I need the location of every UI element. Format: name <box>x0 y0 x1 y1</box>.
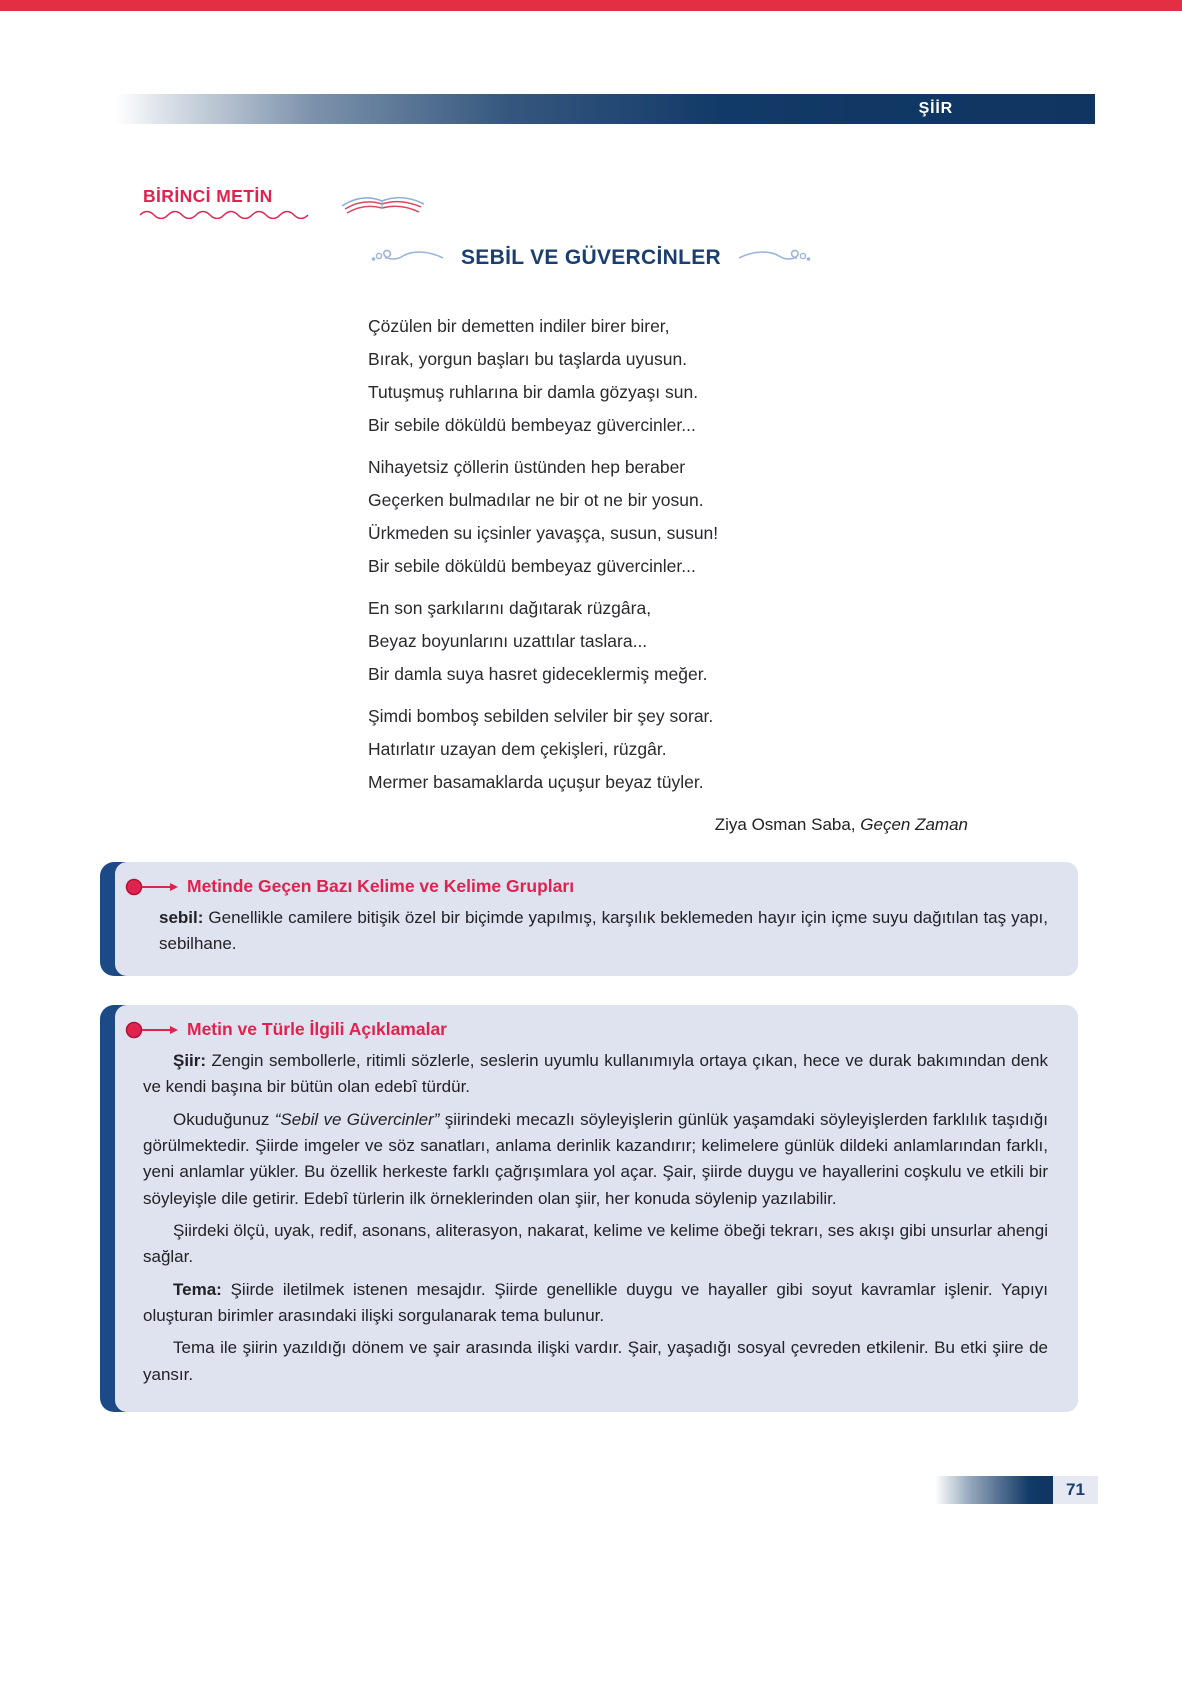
vocabulary-box-heading: Metinde Geçen Bazı Kelime ve Kelime Grupları <box>187 876 575 896</box>
paragraph-text: Şiirde iletilmek istenen mesajdır. Şiirde genellikle duygu ve hayaller gibi soyut kavramlar işlenir. Yapıyı oluşturan birimler arasındaki ilişki sorgulanarak tema bulunur. <box>143 1279 1048 1326</box>
explanation-box <box>100 1005 1078 1412</box>
paragraph-lead: Şiir: <box>173 1051 207 1070</box>
term: sebil: <box>159 908 204 927</box>
section-label-wrap <box>143 186 311 219</box>
poem-line: Bir sebile döküldü bembeyaz güvercinler... <box>368 415 696 435</box>
paragraph <box>143 1277 1048 1330</box>
paragraph <box>143 1048 1048 1101</box>
poem-attribution <box>368 808 968 841</box>
definition-text: Genellikle camilere bitişik özel bir biçimde yapılmış, karşılık beklemeden hayır için içme suyu dağıtılan taş yapı, sebilhane. <box>159 908 1048 954</box>
poem-line: Şimdi bomboş sebilden selviler bir şey sorar. <box>368 706 714 726</box>
poem-line: En son şarkılarını dağıtarak rüzgâra, <box>368 598 652 618</box>
quoted-title: “Sebil ve Güvercinler” <box>274 1109 440 1129</box>
poem-line: Bir sebile döküldü bembeyaz güvercinler... <box>368 556 696 576</box>
paragraph-lead: Tema: <box>173 1279 222 1299</box>
flourish-left-icon <box>371 247 445 269</box>
poem-title-row <box>0 246 1182 270</box>
poem-line: Çözülen bir demetten indiler birer birer, <box>368 316 670 336</box>
paragraph <box>143 1218 1048 1271</box>
author-name: Ziya Osman Saba, <box>714 815 861 834</box>
chapter-title: ŞİİR <box>918 100 953 117</box>
box-heading-row <box>125 1019 1048 1040</box>
paragraph-text: Şiirdeki ölçü, uyak, redif, asonans, aliterasyon, nakarat, kelime ve kelime öbeği tekrarı, ses akışı gibi unsurlar ahengi sağlar. <box>143 1221 1048 1267</box>
footer-gradient-bar <box>935 1476 1053 1504</box>
poem-line: Ürkmeden su içsinler yavaşça, susun, susun! <box>368 523 719 543</box>
paragraph-text: Okuduğunuz <box>173 1109 275 1129</box>
open-book-icon <box>337 186 429 218</box>
bullet-arrow-icon <box>125 1020 179 1040</box>
paragraph <box>143 1335 1048 1388</box>
explanation-box-heading: Metin ve Türle İlgili Açıklamalar <box>187 1019 447 1039</box>
section-label: BİRİNCİ METİN <box>143 186 273 206</box>
stanza <box>368 310 968 442</box>
paragraph-text: Tema ile şiirin yazıldığı dönem ve şair arasında ilişki vardır. Şair, yaşadığı sosyal çevreden etkilenir. Bu etki şiire de yansır. <box>143 1338 1048 1384</box>
stanza <box>368 451 968 583</box>
chapter-header-bar <box>115 94 1095 124</box>
top-red-strip <box>0 0 1182 11</box>
flourish-right-icon <box>737 247 811 269</box>
work-title: Geçen Zaman <box>860 815 968 834</box>
page-footer <box>935 1476 1098 1504</box>
vocabulary-box-inner <box>115 862 1078 976</box>
poem-line: Mermer basamaklarda uçuşur beyaz tüyler. <box>368 772 704 792</box>
stanza <box>368 700 968 799</box>
stanza <box>368 592 968 691</box>
poem-title: SEBİL VE GÜVERCİNLER <box>461 246 721 269</box>
poem-line: Bir damla suya hasret gideceklermiş meğer. <box>368 664 708 684</box>
bullet-arrow-icon <box>125 877 179 897</box>
poem-body <box>368 310 968 841</box>
box-heading-row <box>125 876 1048 897</box>
poem-line: Beyaz boyunlarını uzattılar taslara... <box>368 631 648 651</box>
poem-line: Hatırlatır uzayan dem çekişleri, rüzgâr. <box>368 739 667 759</box>
vocabulary-box <box>100 862 1078 976</box>
wavy-underline <box>139 210 311 219</box>
paragraph-text: şiirindeki mecazlı söyleyişlerin günlük yaşamdaki söyleyişlerden farklılık taşıdığı görülmektedir. Şiirde imgeler ve söz sanatları, anlama derinlik kazandırır; kelimelere günlük dildeki anlamlarından farklı, yeni anlamlar yükler. Bu özellik herkeste farklı çağrışımlara yol açar. Şair, şiirde duygu ve hayallerini coşkulu ve etkili bir söyleyişle dile getirir. Edebî türlerin ilk örneklerinden olan şiir, her konuda söylenip yazılabilir. <box>143 1109 1048 1208</box>
definition-paragraph <box>159 905 1048 958</box>
page-number: 71 <box>1053 1476 1098 1504</box>
poem-line: Geçerken bulmadılar ne bir ot ne bir yosun. <box>368 490 704 510</box>
section-header <box>143 186 429 219</box>
poem-line: Tutuşmuş ruhlarına bir damla gözyaşı sun. <box>368 382 699 402</box>
explanation-box-inner <box>115 1005 1078 1412</box>
poem-line: Nihayetsiz çöllerin üstünden hep beraber <box>368 457 686 477</box>
paragraph <box>143 1107 1048 1212</box>
poem-line: Bırak, yorgun başları bu taşlarda uyusun. <box>368 349 688 369</box>
paragraph-text: Zengin sembollerle, ritimli sözlerle, seslerin uyumlu kullanımıyla ortaya çıkan, hece ve durak bakımından denk ve kendi başına bir bütün olan edebî türdür. <box>143 1051 1048 1097</box>
